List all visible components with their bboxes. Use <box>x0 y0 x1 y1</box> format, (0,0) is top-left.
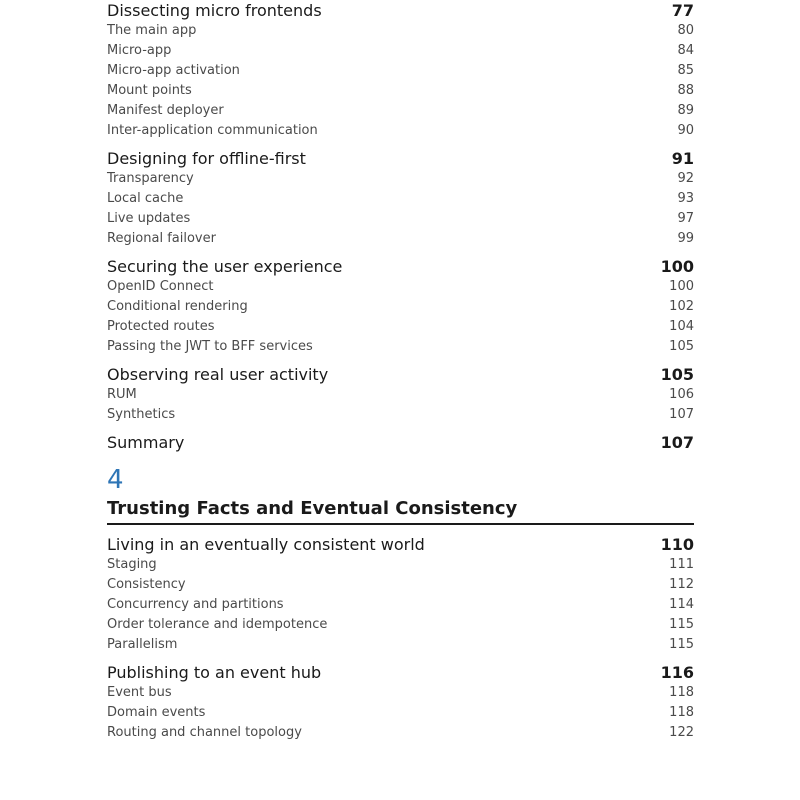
subsection-page-number: 118 <box>669 705 694 720</box>
subsection-title: Inter-application communication <box>107 123 318 138</box>
toc-subsection-entry[interactable] <box>107 723 694 743</box>
section-page-number: 105 <box>660 365 694 384</box>
subsection-page-number: 102 <box>669 299 694 314</box>
toc-subsection-entry[interactable] <box>107 615 694 635</box>
subsection-title: Domain events <box>107 705 206 720</box>
toc-section-entry[interactable] <box>107 365 694 385</box>
toc-subsection-entry[interactable] <box>107 635 694 655</box>
toc-subsection-entry[interactable] <box>107 41 694 61</box>
subsection-title: Micro-app activation <box>107 63 240 78</box>
toc-subsection-entry[interactable] <box>107 61 694 81</box>
subsection-title: Parallelism <box>107 637 178 652</box>
section-page-number: 77 <box>671 1 694 20</box>
subsection-title: RUM <box>107 387 137 402</box>
toc-section-entry[interactable] <box>107 433 694 453</box>
section-title: Observing real user activity <box>107 365 329 384</box>
subsection-title: Staging <box>107 557 157 572</box>
subsection-page-number: 89 <box>677 103 694 118</box>
toc-subsection-entry[interactable] <box>107 555 694 575</box>
section-page-number: 91 <box>671 149 694 168</box>
subsection-title: Mount points <box>107 83 192 98</box>
section-title: Living in an eventually consistent world <box>107 535 425 554</box>
toc-section-entry[interactable] <box>107 149 694 169</box>
toc-groups-after <box>107 535 694 743</box>
subsection-title: OpenID Connect <box>107 279 214 294</box>
toc-subsection-entry[interactable] <box>107 277 694 297</box>
subsection-title: Passing the JWT to BFF services <box>107 339 313 354</box>
subsection-page-number: 115 <box>669 637 694 652</box>
subsection-page-number: 106 <box>669 387 694 402</box>
toc-subsection-entry[interactable] <box>107 21 694 41</box>
subsection-title: The main app <box>107 23 197 38</box>
subsection-title: Consistency <box>107 577 186 592</box>
subsection-page-number: 107 <box>669 407 694 422</box>
section-title: Dissecting micro frontends <box>107 1 322 20</box>
subsection-title: Manifest deployer <box>107 103 224 118</box>
toc-subsection-entry[interactable] <box>107 189 694 209</box>
section-page-number: 100 <box>660 257 694 276</box>
subsection-page-number: 90 <box>677 123 694 138</box>
subsection-title: Event bus <box>107 685 172 700</box>
subsection-page-number: 97 <box>677 211 694 226</box>
toc-subsection-entry[interactable] <box>107 297 694 317</box>
subsection-page-number: 84 <box>677 43 694 58</box>
toc-groups-before <box>107 1 694 453</box>
subsection-page-number: 112 <box>669 577 694 592</box>
subsection-page-number: 85 <box>677 63 694 78</box>
subsection-title: Routing and channel topology <box>107 725 302 740</box>
subsection-page-number: 105 <box>669 339 694 354</box>
subsection-title: Regional failover <box>107 231 216 246</box>
section-page-number: 110 <box>660 535 694 554</box>
toc-subsection-entry[interactable] <box>107 81 694 101</box>
subsection-title: Protected routes <box>107 319 215 334</box>
toc-subsection-entry[interactable] <box>107 575 694 595</box>
subsection-title: Local cache <box>107 191 184 206</box>
section-page-number: 116 <box>660 663 694 682</box>
subsection-page-number: 88 <box>677 83 694 98</box>
section-title: Designing for offline-first <box>107 149 306 168</box>
toc-section-entry[interactable] <box>107 535 694 555</box>
subsection-title: Concurrency and partitions <box>107 597 284 612</box>
subsection-page-number: 118 <box>669 685 694 700</box>
subsection-page-number: 122 <box>669 725 694 740</box>
chapter-number: 4 <box>107 465 124 495</box>
section-title: Securing the user experience <box>107 257 343 276</box>
section-title: Publishing to an event hub <box>107 663 322 682</box>
subsection-page-number: 104 <box>669 319 694 334</box>
subsection-page-number: 99 <box>677 231 694 246</box>
subsection-page-number: 115 <box>669 617 694 632</box>
toc-subsection-entry[interactable] <box>107 169 694 189</box>
subsection-title: Live updates <box>107 211 191 226</box>
toc-subsection-entry[interactable] <box>107 317 694 337</box>
toc-section-entry[interactable] <box>107 257 694 277</box>
subsection-title: Micro-app <box>107 43 172 58</box>
section-page-number: 107 <box>660 433 694 452</box>
toc-subsection-entry[interactable] <box>107 385 694 405</box>
toc-subsection-entry[interactable] <box>107 405 694 425</box>
toc-subsection-entry[interactable] <box>107 337 694 357</box>
toc-section-entry[interactable] <box>107 1 694 21</box>
toc-subsection-entry[interactable] <box>107 229 694 249</box>
chapter-title[interactable]: Trusting Facts and Eventual Consistency <box>107 496 694 525</box>
subsection-title: Transparency <box>107 171 194 186</box>
toc-subsection-entry[interactable] <box>107 683 694 703</box>
toc-subsection-entry[interactable] <box>107 595 694 615</box>
subsection-page-number: 80 <box>677 23 694 38</box>
subsection-page-number: 111 <box>669 557 694 572</box>
toc-section-entry[interactable] <box>107 663 694 683</box>
toc-subsection-entry[interactable] <box>107 121 694 141</box>
section-title: Summary <box>107 433 185 452</box>
toc-content <box>107 0 694 743</box>
subsection-page-number: 114 <box>669 597 694 612</box>
subsection-page-number: 100 <box>669 279 694 294</box>
toc-subsection-entry[interactable] <box>107 209 694 229</box>
subsection-page-number: 93 <box>677 191 694 206</box>
toc-subsection-entry[interactable] <box>107 703 694 723</box>
subsection-page-number: 92 <box>677 171 694 186</box>
subsection-title: Conditional rendering <box>107 299 248 314</box>
subsection-title: Order tolerance and idempotence <box>107 617 328 632</box>
toc-subsection-entry[interactable] <box>107 101 694 121</box>
subsection-title: Synthetics <box>107 407 176 422</box>
chapter-header <box>107 465 694 525</box>
